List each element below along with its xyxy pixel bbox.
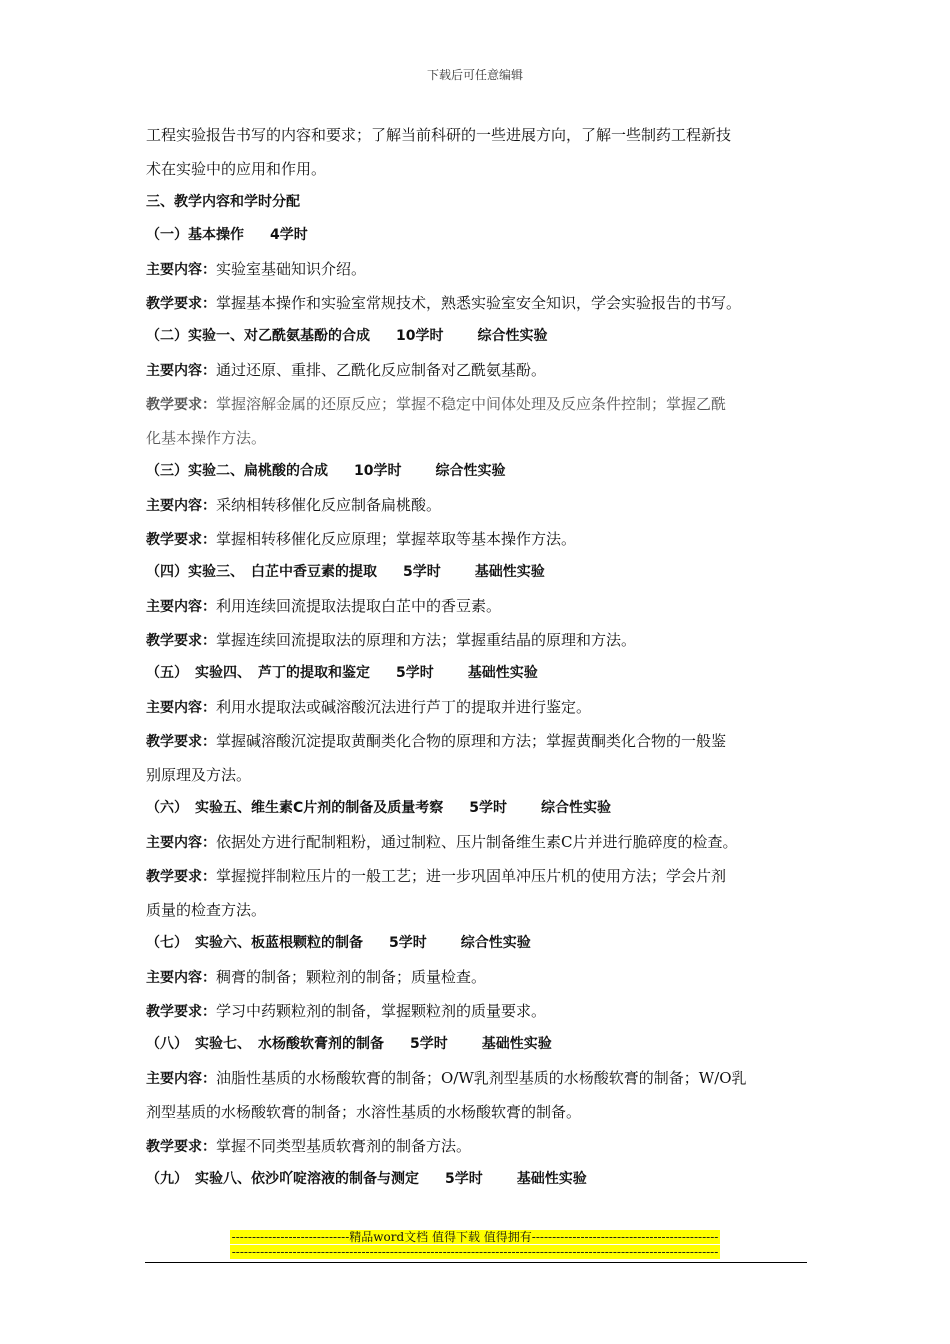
main-content-text: 剂型基质的水杨酸软膏的制备；水溶性基质的水杨酸软膏的制备。 — [146, 1103, 582, 1121]
item-type: 基础性实验 — [516, 1171, 587, 1187]
requirement-text: 掌握相转移催化反应原理；掌握萃取等基本操作方法。 — [216, 530, 577, 548]
footer-banner — [0, 1230, 950, 1244]
item-requirement-line — [146, 623, 810, 657]
main-content-text: 依据处方进行配制粗粉，通过制粒、压片制备维生素C片并进行脆碎度的检查。 — [216, 833, 738, 851]
item-type: 基础性实验 — [481, 1036, 552, 1052]
requirement-text: 掌握碱溶酸沉淀提取黄酮类化合物的原理和方法；掌握黄酮类化合物的一般鉴 — [216, 732, 727, 750]
item-title-line — [146, 320, 810, 353]
footer-banner-text: -----------------------------精品word文档 值得下载 值得拥有---------------------------------------------- — [231, 1230, 719, 1244]
item-title: （四）实验三、 白芷中香豆素的提取 — [146, 564, 377, 580]
main-content-text: 采纳相转移催化反应制备扁桃酸。 — [216, 496, 442, 514]
item-main-content-line — [146, 1061, 810, 1095]
main-content-label: 主要内容： — [146, 262, 216, 278]
item-title-line — [146, 927, 810, 960]
item-type: 综合性实验 — [541, 800, 612, 816]
item-main-content-line — [146, 690, 810, 724]
item-type: 基础性实验 — [467, 665, 538, 681]
item-hours: 10学时 — [354, 463, 402, 479]
main-content-text: 稠膏的制备；颗粒剂的制备；质量检查。 — [216, 968, 487, 986]
item-requirement-line — [146, 1129, 810, 1163]
item-title-line — [146, 657, 810, 690]
item-title: （一）基本操作 — [146, 227, 244, 243]
item-title: （二）实验一、对乙酰氨基酚的合成 — [146, 328, 370, 344]
item-title-line — [146, 556, 810, 589]
item-requirement-line — [146, 387, 810, 421]
item-requirement-line — [146, 859, 810, 893]
requirement-label: 教学要求： — [146, 869, 216, 885]
requirement-label: 教学要求： — [146, 296, 216, 312]
item-title: （九） 实验八、依沙吖啶溶液的制备与测定 — [146, 1171, 419, 1187]
main-content-label: 主要内容： — [146, 970, 216, 986]
item-requirement-line — [146, 286, 810, 320]
item-hours: 5学时 — [445, 1171, 483, 1187]
requirement-text: 掌握溶解金属的还原反应；掌握不稳定中间体处理及反应条件控制；掌握乙酰 — [216, 395, 727, 413]
item-type: 综合性实验 — [460, 935, 531, 951]
requirement-text: 化基本操作方法。 — [146, 429, 267, 447]
requirement-label: 教学要求： — [146, 1004, 216, 1020]
main-content-text: 利用水提取法或碱溶酸沉法进行芦丁的提取并进行鉴定。 — [216, 698, 592, 716]
item-title-line — [146, 1028, 810, 1061]
item-requirement-line — [146, 893, 810, 927]
item-hours: 5学时 — [469, 800, 508, 816]
requirement-label: 教学要求： — [146, 397, 216, 413]
item-hours: 10学时 — [396, 328, 444, 344]
item-hours: 5学时 — [410, 1036, 448, 1052]
main-content-label: 主要内容： — [146, 700, 216, 716]
main-content-label: 主要内容： — [146, 1071, 216, 1087]
requirement-text: 掌握搅拌制粒压片的一般工艺；进一步巩固单冲压片机的使用方法；学会片剂 — [216, 867, 727, 885]
requirement-label: 教学要求： — [146, 1139, 216, 1155]
main-content-label: 主要内容： — [146, 599, 216, 615]
main-content-text: 实验室基础知识介绍。 — [216, 260, 367, 278]
item-title: （八） 实验七、 水杨酸软膏剂的制备 — [146, 1036, 384, 1052]
item-title: （三）实验二、扁桃酸的合成 — [146, 463, 328, 479]
item-type: 综合性实验 — [477, 328, 548, 344]
footer-rule — [145, 1262, 807, 1263]
item-main-content-line — [146, 1095, 810, 1129]
item-main-content-line — [146, 488, 810, 522]
main-content-text: 油脂性基质的水杨酸软膏的制备；O/W乳剂型基质的水杨酸软膏的制备；W/O乳 — [216, 1069, 747, 1087]
requirement-text: 掌握基本操作和实验室常规技术，熟悉实验室安全知识，学会实验报告的书写。 — [216, 294, 742, 312]
item-title-line — [146, 219, 810, 252]
footer-dashes-text: ------------------------------------------------------------------------------------------------------------------------ — [231, 1245, 719, 1259]
item-hours: 5学时 — [403, 564, 441, 580]
item-type: 综合性实验 — [435, 463, 506, 479]
item-main-content-line — [146, 825, 810, 859]
requirement-label: 教学要求： — [146, 532, 216, 548]
main-content-text: 利用连续回流提取法提取白芷中的香豆素。 — [216, 597, 502, 615]
requirement-text: 掌握连续回流提取法的原理和方法；掌握重结晶的原理和方法。 — [216, 631, 637, 649]
requirement-text: 别原理及方法。 — [146, 766, 252, 784]
intro-line-1: 工程实验报告书写的内容和要求；了解当前科研的一些进展方向，了解一些制药工程新技 — [146, 126, 732, 144]
item-hours: 5学时 — [396, 665, 434, 681]
item-main-content-line — [146, 353, 810, 387]
course-items — [146, 219, 810, 1196]
main-content-label: 主要内容： — [146, 498, 216, 514]
page-header: 下载后可任意编辑 — [426, 68, 523, 82]
item-requirement-line — [146, 758, 810, 792]
main-content-label: 主要内容： — [146, 835, 216, 851]
intro-line-2: 术在实验中的应用和作用。 — [146, 160, 327, 178]
main-content-text: 通过还原、重排、乙酰化反应制备对乙酰氨基酚。 — [216, 361, 547, 379]
item-main-content-line — [146, 252, 810, 286]
item-title: （六） 实验五、维生素C片剂的制备及质量考察 — [146, 800, 444, 816]
item-title-line — [146, 1163, 810, 1196]
item-title-line — [146, 455, 810, 488]
item-title: （七） 实验六、板蓝根颗粒的制备 — [146, 935, 363, 951]
document-body — [146, 118, 810, 1196]
item-requirement-line — [146, 421, 810, 455]
item-title: （五） 实验四、 芦丁的提取和鉴定 — [146, 665, 370, 681]
requirement-text: 掌握不同类型基质软膏剂的制备方法。 — [216, 1137, 472, 1155]
item-hours: 4学时 — [270, 227, 308, 243]
footer-dashes — [0, 1245, 950, 1259]
item-hours: 5学时 — [389, 935, 427, 951]
item-main-content-line — [146, 960, 810, 994]
item-requirement-line — [146, 522, 810, 556]
requirement-text: 质量的检查方法。 — [146, 901, 267, 919]
section-title: 三、教学内容和学时分配 — [146, 194, 300, 210]
item-title-line — [146, 792, 810, 825]
item-main-content-line — [146, 589, 810, 623]
requirement-label: 教学要求： — [146, 734, 216, 750]
main-content-label: 主要内容： — [146, 363, 216, 379]
requirement-label: 教学要求： — [146, 633, 216, 649]
item-type: 基础性实验 — [474, 564, 545, 580]
requirement-text: 学习中药颗粒剂的制备，掌握颗粒剂的质量要求。 — [216, 1002, 547, 1020]
item-requirement-line — [146, 724, 810, 758]
item-requirement-line — [146, 994, 810, 1028]
